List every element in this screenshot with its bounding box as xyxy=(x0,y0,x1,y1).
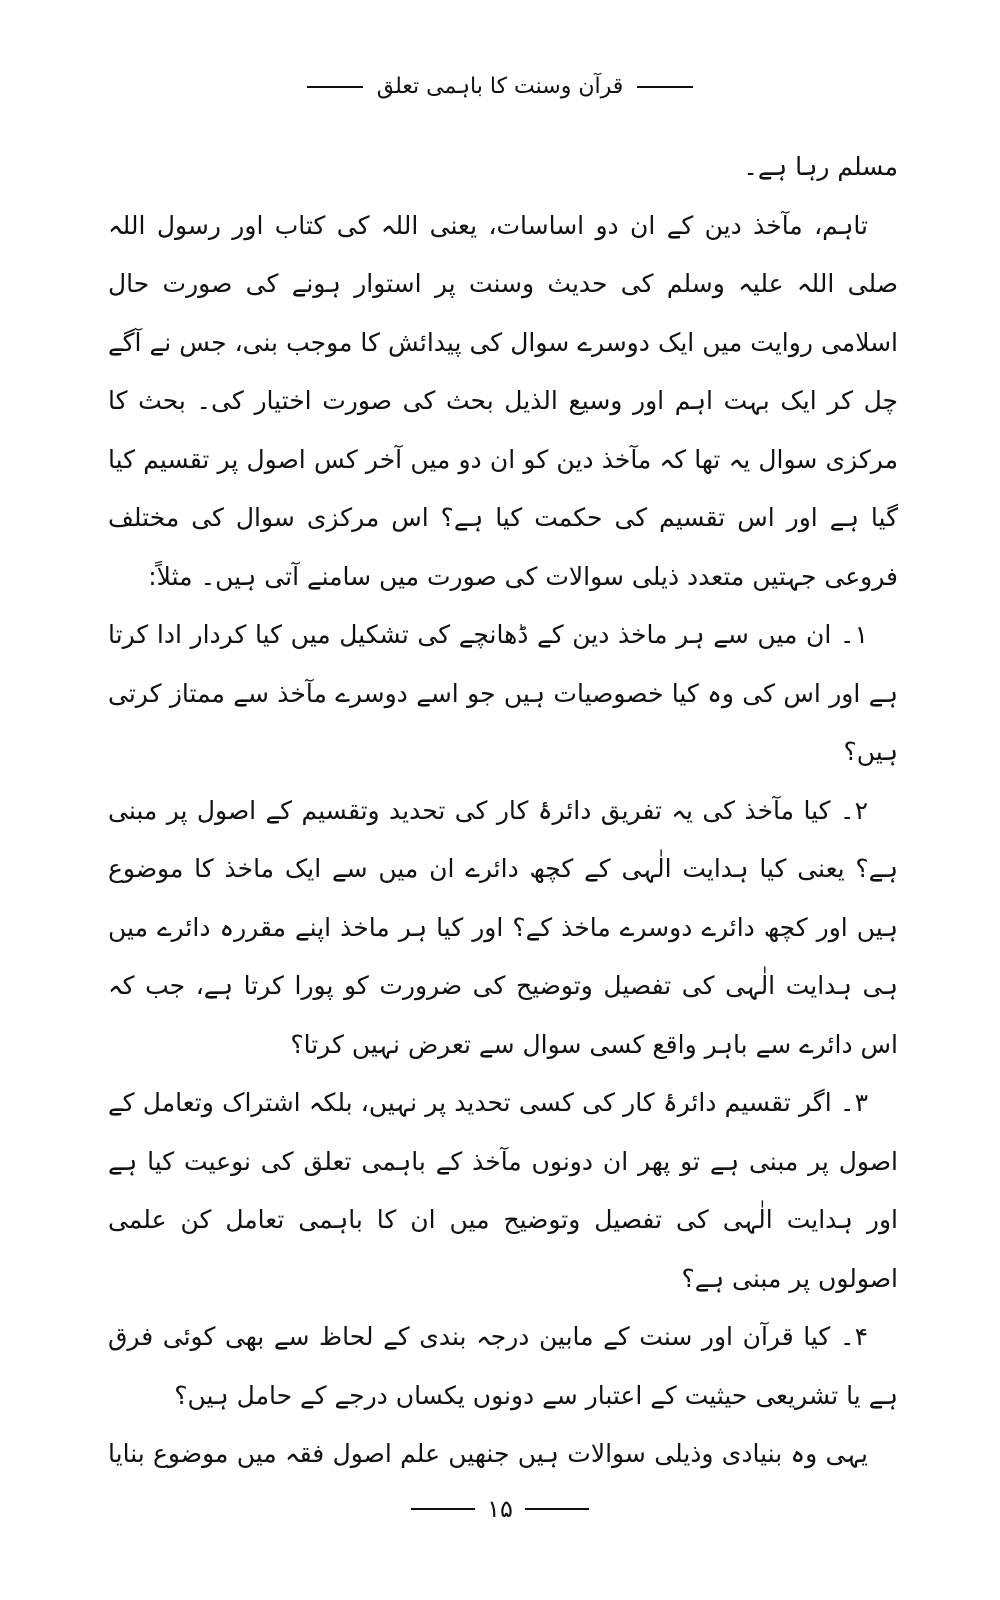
header-rule-right xyxy=(637,86,693,88)
page-number: ۱۵ xyxy=(487,1495,513,1523)
question-2: ۲۔ کیا مآخذ کی یہ تفریق دائرۂ کار کی تحدید وتقسیم کے اصول پر مبنی ہے؟ یعنی کیا ہدایت الٰہی کے کچھ دائرے ان میں سے ایک ماخذ کا موضوع ہیں اور کچھ دائرے دوسرے ماخذ کے؟ اور کیا ہر ماخذ اپنے مقررہ دائرے میں ہی ہدایت الٰہی کی تفصیل وتوضیح کی ضرورت کو پورا کرتا ہے، جب کہ اس دائرے سے باہر واقع کسی سوال سے تعرض نہیں کرتا؟ xyxy=(108,795,898,1059)
question-3: ۳۔ اگر تقسیم دائرۂ کار کی کسی تحدید پر نہیں، بلکہ اشتراک وتعامل کے اصول پر مبنی ہے تو پھر ان دونوں مآخذ کے باہمی تعلق کی نوعیت کیا ہے اور ہدایت الٰہی کی تفصیل وتوضیح میں ان کا باہمی تعامل کن علمی اصولوں پر مبنی ہے؟ xyxy=(108,1088,898,1293)
running-header-title: قرآن وسنت کا باہمی تعلق xyxy=(376,74,624,99)
paragraph-continuation: مسلم رہا ہے۔ xyxy=(743,152,898,181)
paragraph-conclusion: یہی وہ بنیادی وذیلی سوالات ہیں جنھیں علم اصول فقہ میں موضوع بنایا xyxy=(108,1439,868,1468)
body-text xyxy=(108,138,898,1473)
question-4: ۴۔ کیا قرآن اور سنت کے مابین درجہ بندی کے لحاظ سے بھی کوئی فرق ہے یا تشریعی حیثیت کے اعتبار سے دونوں یکساں درجے کے حامل ہیں؟ xyxy=(108,1322,898,1410)
question-1: ۱۔ ان میں سے ہر ماخذ دین کے ڈھانچے کی تشکیل میں کیا کردار ادا کرتا ہے اور اس کی وہ کیا خصوصیات ہیں جو اسے دوسرے مآخذ سے ممتاز کرتی ہیں؟ xyxy=(108,620,898,766)
page-footer xyxy=(0,1494,1000,1524)
paragraph-intro: تاہم، مآخذ دین کے ان دو اساسات، یعنی اللہ کی کتاب اور رسول اللہ صلی اللہ علیہ وسلم کی حدیث وسنت پر استوار ہونے کی صورت حال اسلامی روایت میں ایک دوسرے سوال کی پیدائش کا موجب بنی، جس نے آگے چل کر ایک بہت اہم اور وسیع الذیل بحث کی صورت اختیار کی۔ بحث کا مرکزی سوال یہ تھا کہ مآخذ دین کو ان دو میں آخر کس اصول پر تقسیم کیا گیا ہے اور اس تقسیم کی حکمت کیا ہے؟ اس مرکزی سوال کی مختلف فروعی جہتیں متعدد ذیلی سوالات کی صورت میں سامنے آتی ہیں۔ مثلاً: xyxy=(108,210,898,591)
header-rule-left xyxy=(307,86,363,88)
footer-rule-right xyxy=(525,1508,589,1510)
running-header xyxy=(0,72,1000,102)
footer-rule-left xyxy=(411,1508,475,1510)
